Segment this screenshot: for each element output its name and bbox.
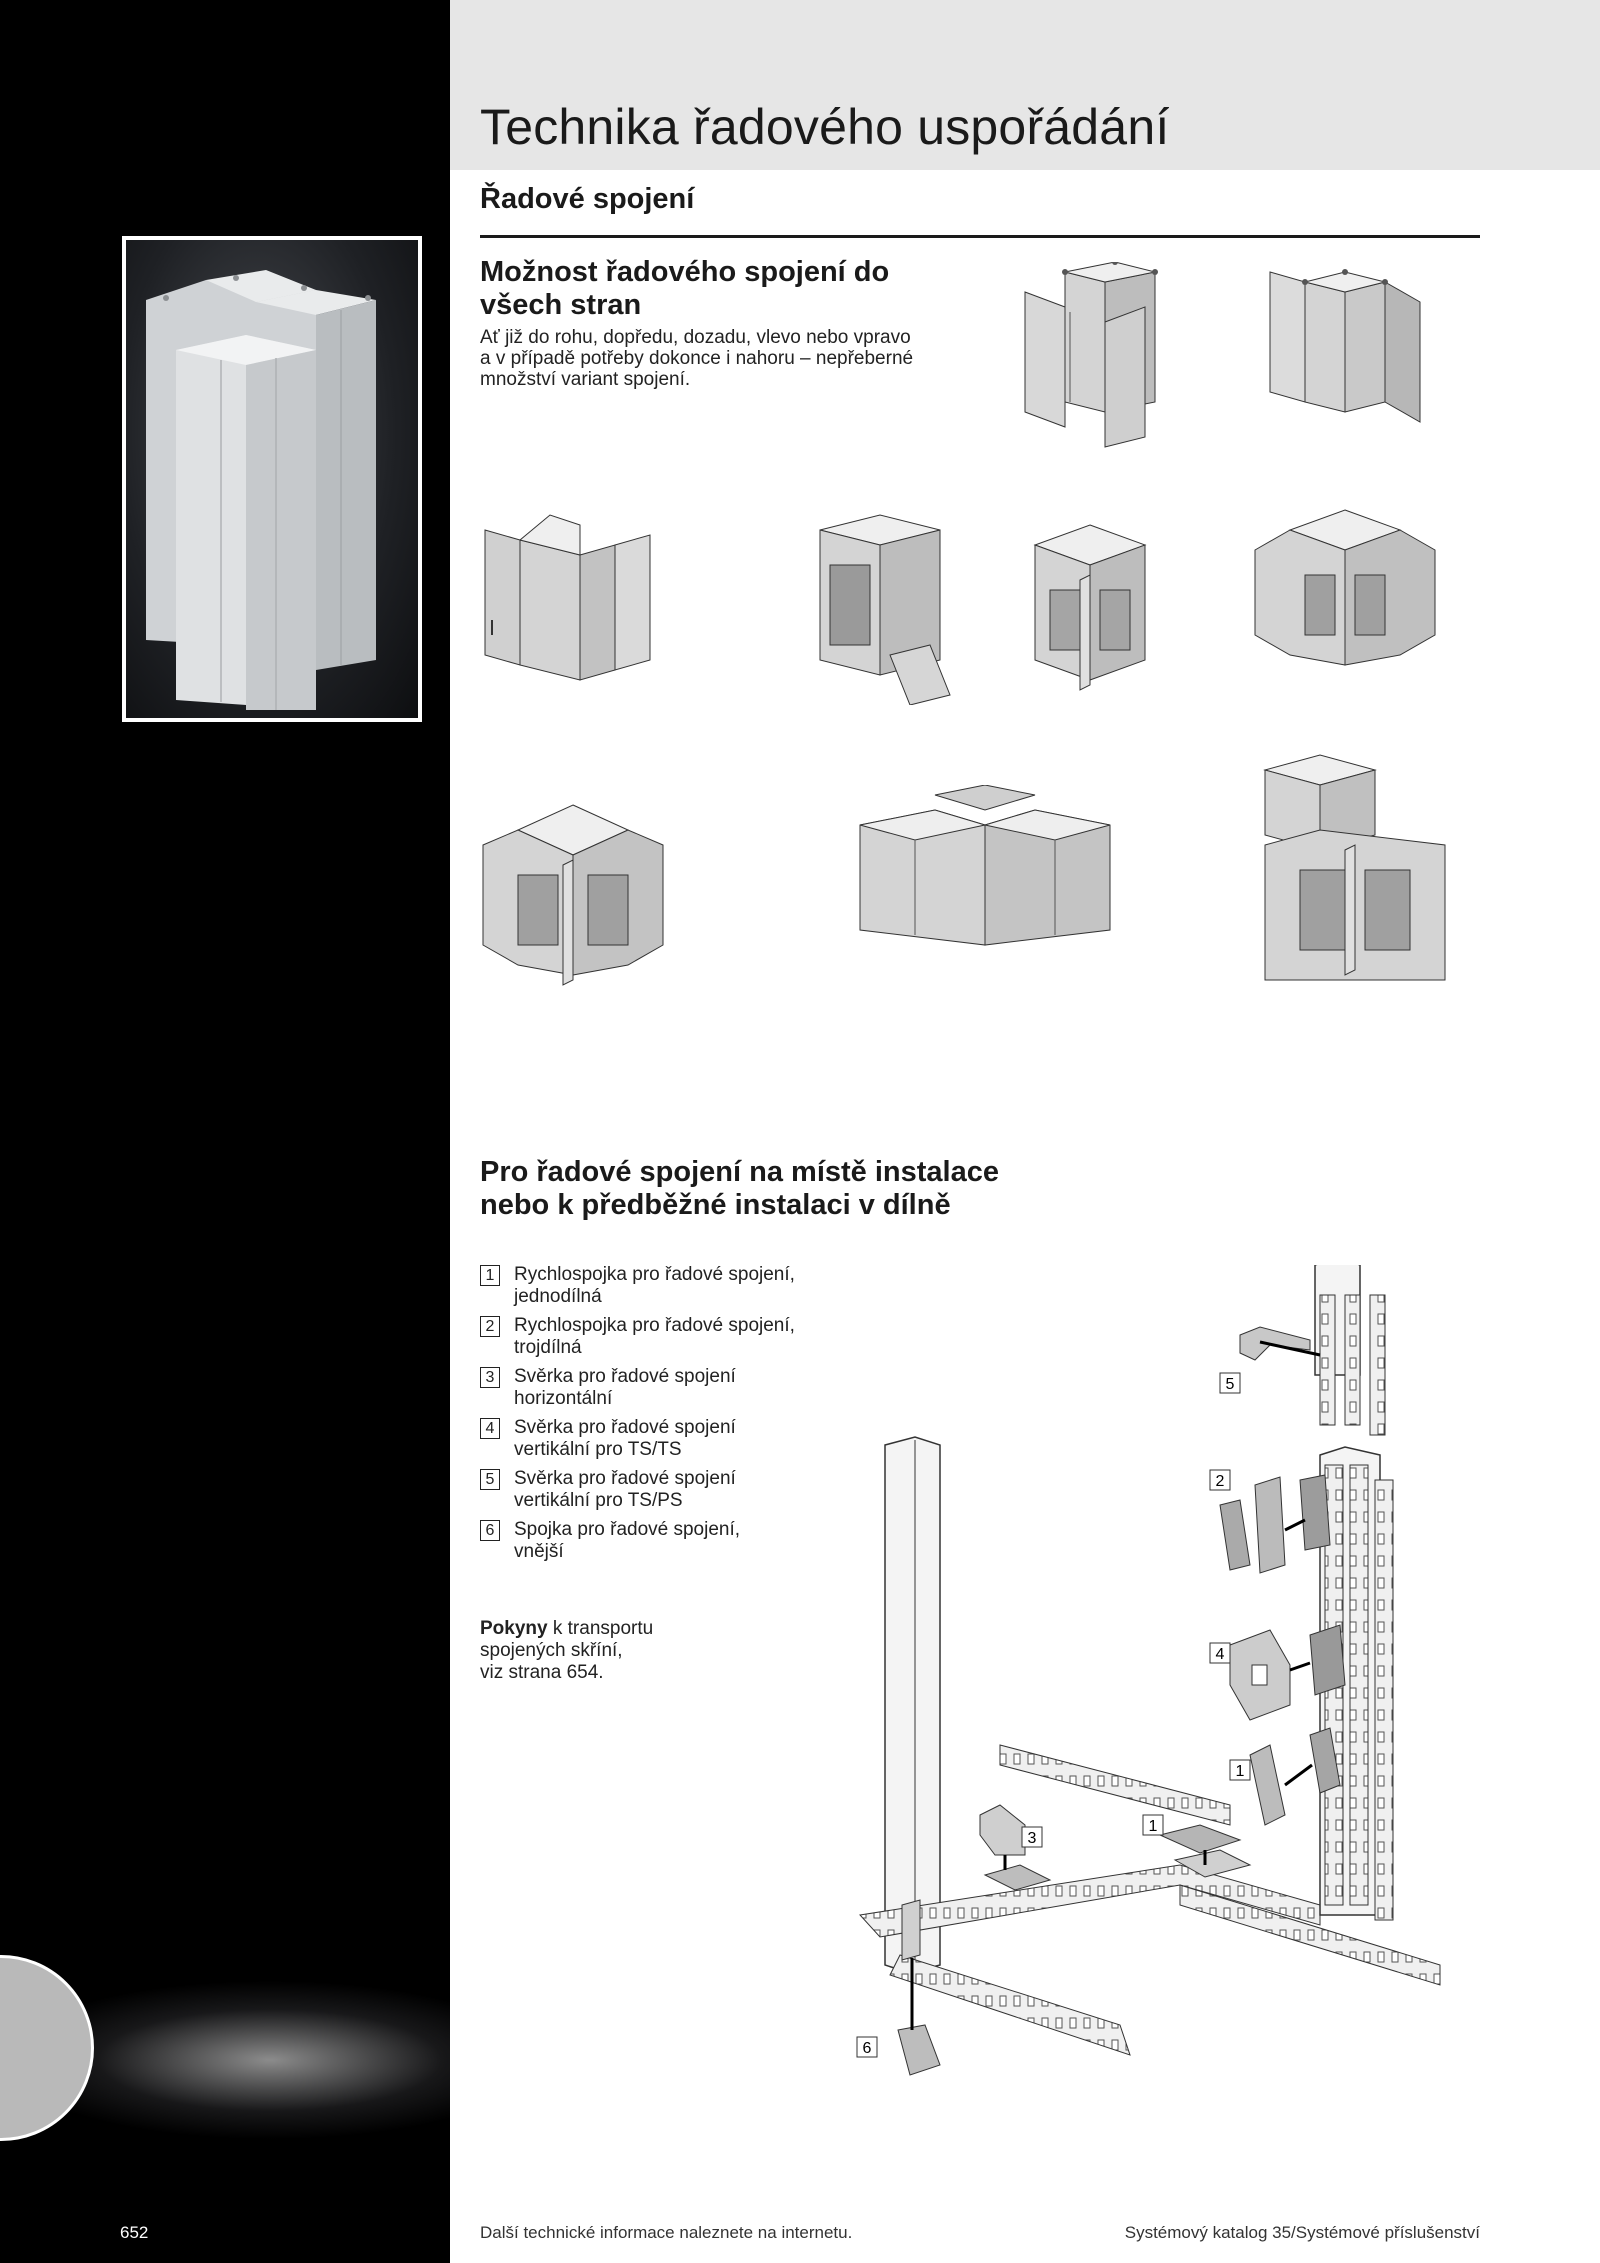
section-title: Řadové spojení (480, 183, 695, 215)
callout-4 (1210, 1643, 1230, 1663)
part-number: 4 (480, 1418, 500, 1439)
part-number: 2 (480, 1316, 500, 1337)
part-number: 6 (480, 1520, 500, 1541)
part-item-5: 5 Svěrka pro řadové spojení vertikální pro TS/PS (480, 1468, 880, 1512)
combo-figure-6 (1250, 505, 1440, 690)
section2-heading: Pro řadové spojení na místě instalace nebo k předběžné instalaci v dílně (480, 1156, 999, 1221)
svg-text:3: 3 (1027, 1830, 1037, 1847)
callout-6 (857, 2037, 877, 2057)
cabinet-photo (122, 236, 422, 722)
callout-3 (1022, 1827, 1042, 1847)
combo-figure-7 (478, 795, 668, 1000)
part-item-6: 6 Spojka pro řadové spojení, vnější (480, 1519, 880, 1563)
svg-text:1: 1 (1148, 1818, 1158, 1835)
section1-heading: Možnost řadového spojení do všech stran (480, 256, 890, 321)
footer-left: Další technické informace naleznete na internetu. (480, 2223, 853, 2242)
svg-text:4: 4 (1215, 1646, 1225, 1663)
combo-figure-1 (1005, 262, 1175, 457)
callout-5 (1220, 1373, 1240, 1393)
callout-1-floor (1143, 1815, 1163, 1835)
header-rule (480, 235, 1480, 238)
page-title: Technika řadového uspořádání (480, 99, 1170, 155)
svg-text:5: 5 (1225, 1376, 1235, 1393)
combo-figure-5 (1025, 520, 1155, 705)
callout-1-upper (1230, 1760, 1250, 1780)
combo-figure-9 (1260, 740, 1450, 995)
part-number: 5 (480, 1469, 500, 1490)
part-item-3: 3 Svěrka pro řadové spojení horizontální (480, 1366, 880, 1410)
transport-note: Pokyny k transportu spojených skříní, viz strana 654. (480, 1618, 654, 1683)
callout-2 (1210, 1470, 1230, 1490)
connector-diagram (800, 1265, 1460, 2120)
part-item-1: 1 Rychlospojka pro řadové spojení, jednodílná (480, 1264, 880, 1308)
svg-text:2: 2 (1215, 1473, 1225, 1490)
section1-text: Ať již do rohu, dopředu, dozadu, vlevo nebo vpravo a v případě potřeby dokonce i nahoru – nepřeberné množství variant spojení. (480, 327, 914, 390)
combo-figure-8 (855, 785, 1115, 970)
combo-figure-2 (1265, 262, 1445, 437)
part-item-4: 4 Svěrka pro řadové spojení vertikální pro TS/TS (480, 1417, 880, 1461)
page-number: 652 (120, 2223, 149, 2242)
footer-right: Systémový katalog 35/Systémové příslušenství (1124, 2223, 1480, 2242)
sidebar (0, 0, 450, 2263)
part-item-2: 2 Rychlospojka pro řadové spojení, trojdílná (480, 1315, 880, 1359)
part-number: 3 (480, 1367, 500, 1388)
part-number: 1 (480, 1265, 500, 1286)
svg-text:6: 6 (862, 2040, 872, 2057)
svg-text:1: 1 (1235, 1763, 1245, 1780)
combo-figure-3 (480, 510, 660, 695)
combo-figure-4 (800, 505, 960, 710)
